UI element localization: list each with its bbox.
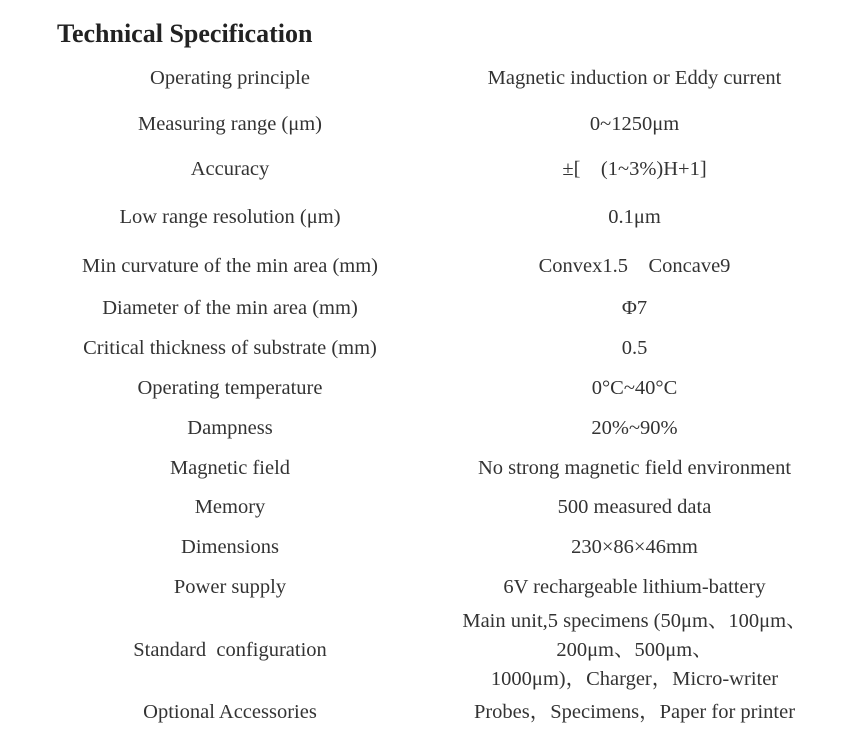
table-row (0, 110, 850, 139)
spec-value-line: 200μm、500μm、 (556, 639, 713, 661)
table-row (0, 294, 850, 323)
table-row (0, 334, 850, 363)
table-row (0, 607, 850, 694)
table-row (0, 533, 850, 562)
spec-value: 6V rechargeable lithium-battery (503, 576, 766, 598)
spec-label: Operating principle (150, 67, 310, 89)
spec-value: 20%~90% (591, 417, 678, 439)
table-row (0, 203, 850, 232)
spec-value: Convex1.5 Concave9 (538, 255, 731, 277)
spec-value-line: 1000μm)，Charger，Micro-writer (490, 668, 779, 690)
table-row (0, 64, 850, 93)
spec-label: Dampness (187, 417, 273, 439)
page-title: Technical Specification (57, 19, 313, 48)
spec-value: 230×86×46mm (571, 536, 698, 558)
table-row (0, 698, 850, 727)
spec-label: Critical thickness of substrate (mm) (83, 337, 377, 359)
spec-value: Probes，Specimens，Paper for printer (473, 701, 796, 723)
spec-value: Φ7 (621, 297, 648, 319)
spec-value: 0~1250μm (589, 113, 680, 135)
spec-label: Operating temperature (137, 377, 323, 399)
table-row (0, 155, 850, 184)
spec-label: Optional Accessories (143, 701, 317, 723)
spec-value: No strong magnetic field environment (477, 457, 792, 479)
spec-label: Diameter of the min area (mm) (102, 297, 358, 319)
spec-label: Memory (194, 496, 266, 518)
spec-value: Magnetic induction or Eddy current (487, 67, 782, 89)
spec-value: 0.1μm (608, 206, 661, 228)
spec-value: ±[ (1~3%)H+1] (562, 158, 707, 180)
spec-label: Power supply (173, 576, 287, 598)
spec-value-line: Main unit,5 specimens (50μm、100μm、 (462, 610, 807, 632)
table-row (0, 252, 850, 281)
table-row (0, 454, 850, 483)
table-row (0, 493, 850, 522)
spec-label: Accuracy (190, 158, 270, 180)
table-row (0, 374, 850, 403)
spec-value: 0°C~40°C (591, 377, 678, 399)
spec-value (432, 607, 837, 694)
spec-label: Magnetic field (169, 457, 291, 479)
spec-label: Dimensions (181, 536, 279, 558)
spec-label: Min curvature of the min area (mm) (82, 255, 378, 277)
spec-label: Measuring range (μm) (137, 113, 323, 135)
table-row (0, 414, 850, 443)
spec-value: 500 measured data (557, 496, 712, 518)
table-row (0, 573, 850, 602)
spec-label: Standard configuration (133, 639, 327, 661)
spec-value: 0.5 (621, 337, 648, 359)
spec-label: Low range resolution (μm) (119, 206, 341, 228)
